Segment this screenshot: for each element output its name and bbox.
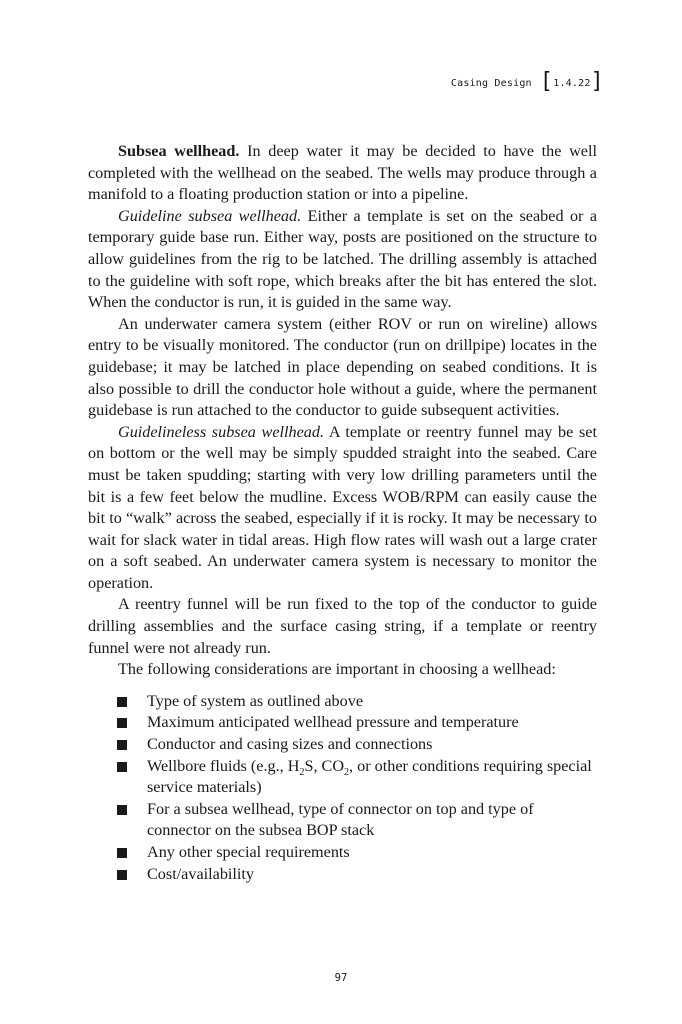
square-bullet-icon	[117, 740, 127, 750]
list-item-text	[147, 757, 592, 797]
paragraph-reentry-funnel: A reentry funnel will be run fixed to the top of the conductor to guide drilling assemblies and the surface casing string, if a template or reentry funnel were not already run.	[88, 595, 597, 657]
body-text	[88, 141, 597, 885]
list-item-text: Maximum anticipated wellhead pressure and temperature	[147, 713, 519, 732]
text-fragment: S, CO	[304, 756, 345, 775]
list-item-text: For a subsea wellhead, type of connector on top and type of connector on the subsea BOP stack	[147, 799, 534, 840]
paragraph-camera-system: An underwater camera system (either ROV or run on wireline) allows entry to be visually monitored. The conductor (run on drillpipe) locates in the guidebase; it may be latched in place depending on seabed conditions. It is also possible to drill the conductor hole without a guide, where the permanent guidebase is run attached to the conductor to guide subsequent activities.	[88, 314, 597, 420]
list-item	[88, 756, 597, 799]
run-in-heading-guideline: Guideline subsea wellhead.	[118, 206, 302, 225]
paragraph-text: A template or reentry funnel may be set on bottom or the well may be simply spudded straight into the seabed. Care must be taken spudding; starting with very low drilling parameters until the bit is a few feet below the mudline. Excess WOB/RPM can easily cause the bit to “walk” across the seabed, especially if it is rocky. It may be necessary to wait for slack water in tidal areas. High flow rates will wash out a large crater on a soft seabed. An underwater camera system is necessary to monitor the operation.	[88, 422, 597, 592]
list-item-text: Cost/availability	[147, 864, 255, 883]
list-item	[88, 734, 597, 756]
running-head	[450, 69, 604, 94]
section-bracket-close: ]	[590, 69, 604, 94]
square-bullet-icon	[117, 848, 127, 858]
text-fragment: Wellbore fluids (e.g., H	[147, 756, 300, 775]
paragraph-subsea-wellhead	[88, 141, 597, 206]
subscript: 2	[344, 766, 350, 778]
section-bracket-open: [	[539, 69, 554, 94]
list-item	[88, 842, 597, 864]
text-fragment: , or other conditions requiring special service materials)	[147, 756, 592, 797]
paragraph-text: Either a template is set on the seabed or a temporary guide base run. Either way, posts are positioned on the structure to allow guidelines from the rig to be latched. The drilling assembly is attached to the guideline with soft rope, which breaks after the bit has entered the slot. When the conductor is run, it is guided in the same way.	[88, 206, 597, 312]
paragraph-guidelineless-subsea-wellhead	[88, 422, 597, 595]
paragraph-considerations-intro: The following considerations are important in choosing a wellhead:	[118, 660, 556, 679]
list-item	[88, 691, 597, 713]
run-in-heading-subsea-wellhead: Subsea wellhead.	[118, 142, 240, 160]
list-item-text: Any other special requirements	[147, 843, 350, 861]
square-bullet-icon	[117, 870, 127, 880]
run-in-heading-guidelineless: Guidelineless subsea wellhead.	[118, 422, 325, 441]
subscript: 2	[299, 766, 305, 778]
section-number-box	[539, 69, 604, 94]
square-bullet-icon	[117, 697, 127, 707]
paragraph-text: In deep water it may be decided to have the well completed with the wellhead on the seabed. The wells may produce through a manifold to a floating production station or into a pipeline.	[88, 142, 597, 204]
paragraph-guideline-subsea-wellhead	[88, 206, 597, 314]
square-bullet-icon	[117, 805, 127, 815]
square-bullet-icon	[117, 762, 127, 772]
chapter-title: Casing Design	[450, 77, 532, 89]
list-item	[88, 864, 597, 886]
list-item-text: Type of system as outlined above	[147, 691, 364, 710]
list-item	[88, 712, 597, 734]
list-item-text: Conductor and casing sizes and connections	[147, 735, 433, 754]
square-bullet-icon	[117, 718, 127, 728]
section-number: 1.4.22	[553, 77, 591, 89]
list-item	[88, 799, 597, 842]
page-number: 97	[334, 972, 348, 984]
considerations-list	[88, 691, 597, 885]
